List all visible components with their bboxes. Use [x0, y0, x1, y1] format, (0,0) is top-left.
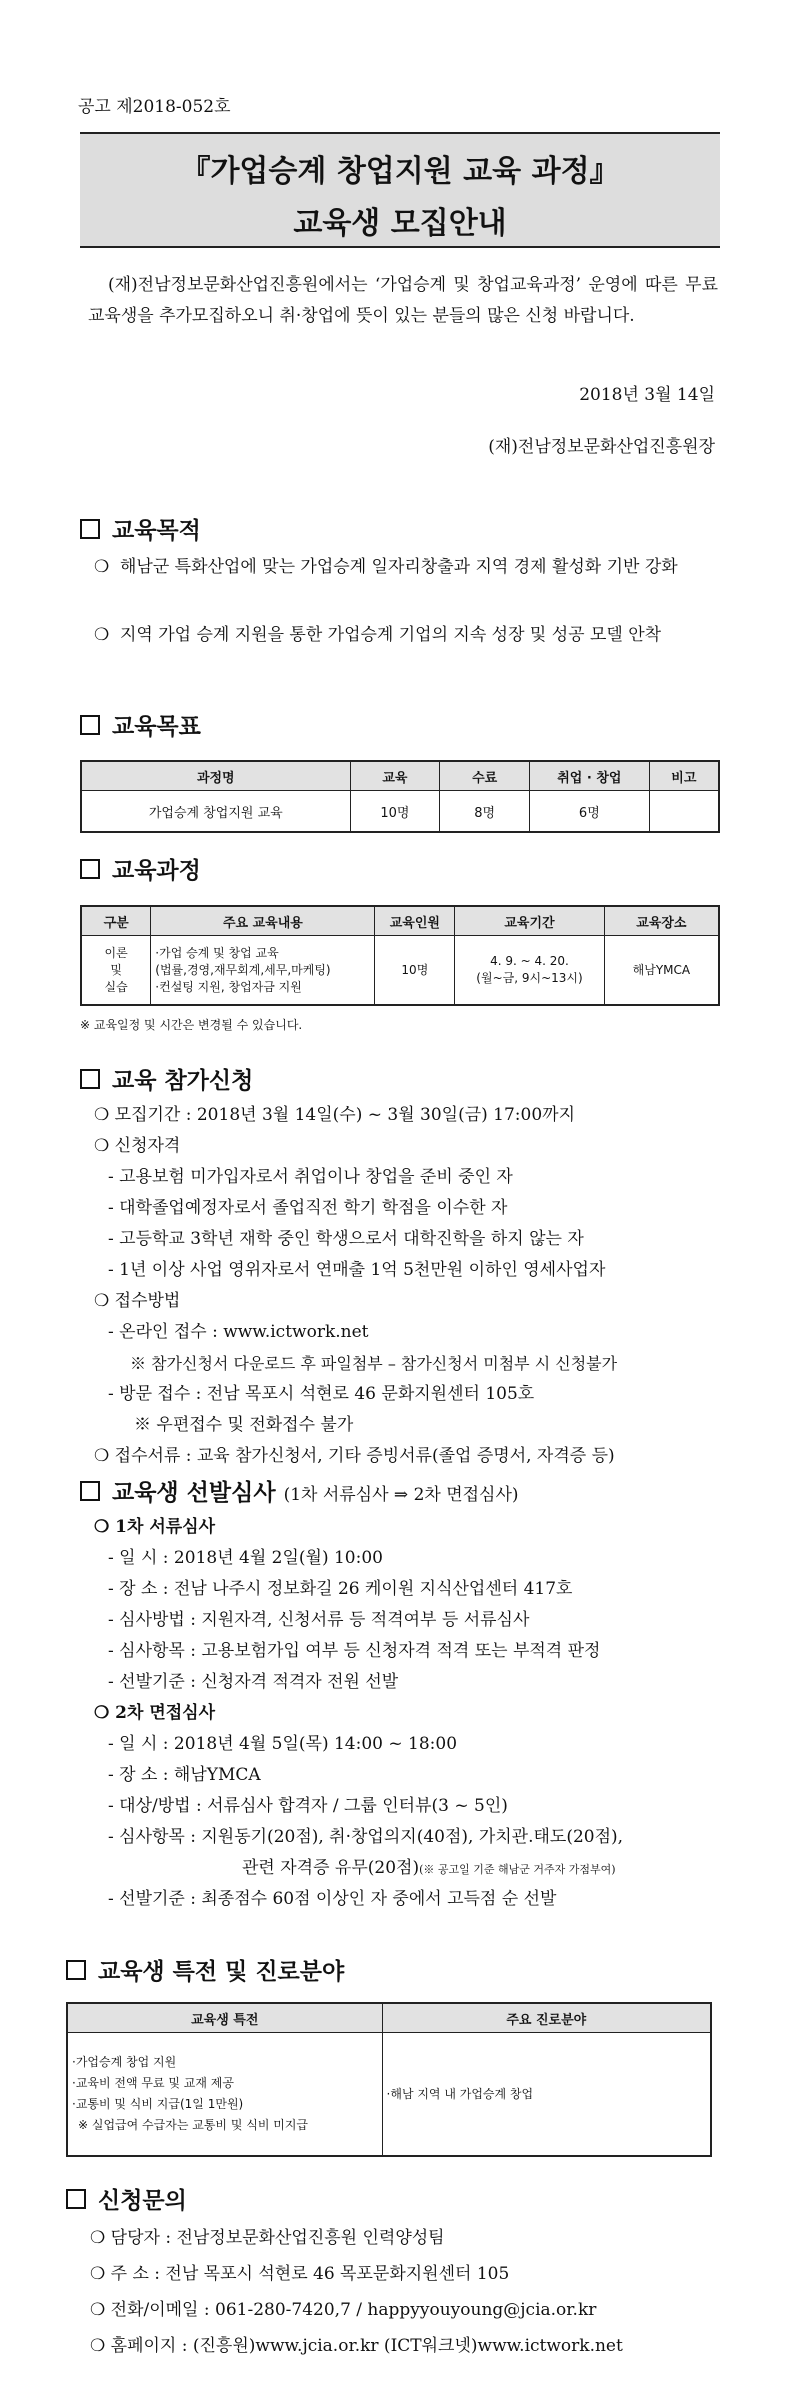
table-cell-category: 이론 및 실습: [81, 936, 151, 1006]
list-item: ❍ 접수서류 : 교육 참가신청서, 기타 증빙서류(졸업 증명서, 자격증 등): [94, 1446, 615, 1466]
list-item: - 선발기준 : 최종점수 60점 이상인 자 중에서 고득점 순 선발: [108, 1889, 557, 1909]
goal-table: [80, 760, 720, 833]
section-heading-apply: 교육 참가신청: [80, 1062, 253, 1095]
purpose-item: ❍ 해남군 특화산업에 맞는 가업승계 일자리창출과 지역 경제 활성화 기반 강화: [94, 552, 722, 582]
list-item: - 고용보험 미가입자로서 취업이나 창업을 준비 중인 자: [108, 1167, 513, 1187]
checkbox-square-icon: [80, 715, 100, 735]
table-header: 교육: [350, 761, 440, 791]
table-cell: [649, 791, 719, 833]
issuing-org: (재)전남정보문화산업진흥원장: [488, 437, 715, 457]
table-header: 교육기간: [455, 906, 605, 936]
table-header: 주요 교육내용: [151, 906, 375, 936]
checkbox-square-icon: [80, 859, 100, 879]
title-line-1: 『가업승계 창업지원 교육 과정』: [180, 154, 620, 189]
checkbox-square-icon: [66, 2189, 86, 2209]
section-heading-course: 교육과정: [80, 852, 201, 885]
purpose-item: ❍ 지역 가업 승계 지원을 통한 가업승계 기업의 지속 성장 및 성공 모델 안착: [94, 620, 722, 650]
table-cell: 10명: [350, 791, 440, 833]
residence-bonus-note: (※ 공고일 기준 해남군 거주자 가점부여): [419, 1863, 616, 1876]
checkbox-square-icon: [66, 1960, 86, 1980]
course-note: ※ 교육일정 및 시간은 변경될 수 있습니다.: [80, 1018, 303, 1032]
table-header: 교육생 특전: [67, 2003, 382, 2033]
table-header: 교육장소: [604, 906, 719, 936]
intro-paragraph: (재)전남정보문화산업진흥원에서는 ‘가업승계 및 창업교육과정’ 운영에 따른 무료 교육생을 추가모집하오니 취·창업에 뜻이 있는 분들의 많은 신청 바랍니다.: [88, 275, 718, 326]
list-item: - 방문 접수 : 전남 목포시 석현로 46 문화지원센터 105호: [108, 1384, 535, 1404]
list-item: - 심사항목 : 고용보험가입 여부 등 신청자격 적격 또는 부적격 판정: [108, 1641, 601, 1661]
list-item: ❍ 접수방법: [94, 1291, 181, 1311]
list-item: ※ 참가신청서 다운로드 후 파일첨부 – 참가신청서 미첨부 시 신청불가: [130, 1354, 618, 1373]
list-item: ❍ 1차 서류심사: [94, 1517, 216, 1537]
table-header: 교육인원: [375, 906, 455, 936]
contact-homepage-link[interactable]: ❍ 홈페이지 : (진흥원)www.jcia.or.kr (ICT워크넷)www.ictwork.net: [90, 2336, 623, 2356]
section-heading-goal: 교육목표: [80, 708, 201, 741]
apply-list: [94, 1100, 617, 1472]
list-item: - 온라인 접수 : www.ictwork.net: [108, 1322, 369, 1342]
selection-list: [94, 1512, 623, 1915]
table-cell-people: 10명: [375, 936, 455, 1006]
table-header: 취업 · 창업: [530, 761, 650, 791]
list-item: - 1년 이상 사업 영위자로서 연매출 1억 5천만원 이하인 영세사업자: [108, 1260, 606, 1280]
section-heading-benefits: 교육생 특전 및 진로분야: [66, 1953, 344, 1986]
table-cell: 가업승계 창업지원 교육: [81, 791, 350, 833]
list-item: - 심사방법 : 지원자격, 신청서류 등 적격여부 등 서류심사: [108, 1610, 530, 1630]
table-cell: 8명: [440, 791, 530, 833]
list-item: - 일 시 : 2018년 4월 5일(목) 14:00 ~ 18:00: [108, 1734, 458, 1754]
table-cell-benefits: ·가업승계 창업 지원 ·교육비 전액 무료 및 교재 제공 ·교통비 및 식비 지급(1일 1만원) ※ 실업급여 수급자는 교통비 및 식비 미지급: [67, 2033, 382, 2157]
table-header: 비고: [649, 761, 719, 791]
section-heading-purpose: 교육목적: [80, 512, 201, 545]
list-item: - 선발기준 : 신청자격 적격자 전원 선발: [108, 1672, 399, 1692]
list-item: - 심사항목 : 지원동기(20점), 취·창업의지(40점), 가치관.태도(20점),: [108, 1827, 624, 1847]
table-header: 구분: [81, 906, 151, 936]
table-row: [81, 936, 719, 1006]
table-cell-period: 4. 9. ~ 4. 20. (월~금, 9시~13시): [455, 936, 605, 1006]
list-item: ❍ 모집기간 : 2018년 3월 14일(수) ~ 3월 30일(금) 17:00까지: [94, 1105, 576, 1125]
list-item: ❍ 담당자 : 전남정보문화산업진흥원 인력양성팀: [90, 2228, 445, 2248]
checkbox-square-icon: [80, 1069, 100, 1089]
table-header-row: [81, 906, 719, 936]
circle-bullet-icon: ❍: [94, 557, 110, 577]
table-cell-content: ·가업 승계 및 창업 교육 (법률,경영,재무회계,세무,마케팅) ·컨설팅 지원, 창업자금 지원: [151, 936, 375, 1006]
list-item: - 장 소 : 해남YMCA: [108, 1765, 261, 1785]
list-item: - 일 시 : 2018년 4월 2일(월) 10:00: [108, 1548, 383, 1568]
list-item: - 대학졸업예정자로서 졸업직전 학기 학점을 이수한 자: [108, 1198, 508, 1218]
table-row: [67, 2033, 711, 2157]
benefits-table: [66, 2002, 712, 2157]
list-item: ❍ 신청자격: [94, 1136, 181, 1156]
section-heading-selection: 교육생 선발심사 (1차 서류심사 ⇒ 2차 면접심사): [80, 1474, 519, 1507]
table-header: 주요 진로분야: [382, 2003, 711, 2033]
table-header-row: [81, 761, 719, 791]
table-header-row: [67, 2003, 711, 2033]
list-item: - 대상/방법 : 서류심사 합격자 / 그룹 인터뷰(3 ~ 5인): [108, 1796, 508, 1816]
table-header: 과정명: [81, 761, 350, 791]
list-item: - 장 소 : 전남 나주시 정보화길 26 케이원 지식산업센터 417호: [108, 1579, 573, 1599]
section-subheading: (1차 서류심사 ⇒ 2차 면접심사): [283, 1485, 519, 1505]
title-line-2: 교육생 모집안내: [293, 206, 507, 241]
table-cell: 6명: [530, 791, 650, 833]
list-item: - 고등학교 3학년 재학 중인 학생으로서 대학진학을 하지 않는 자: [108, 1229, 584, 1249]
title-box: [80, 132, 720, 248]
list-item: ❍ 2차 면접심사: [94, 1703, 216, 1723]
table-header: 수료: [440, 761, 530, 791]
notice-date: 2018년 3월 14일: [579, 385, 715, 405]
list-item: 관련 자격증 유무(20점)(※ 공고일 기준 해남군 거주자 가점부여): [242, 1858, 616, 1878]
contact-list: [90, 2220, 623, 2364]
contact-email-link[interactable]: ❍ 전화/이메일 : 061-280-7420,7 / happyyouyoung@jcia.or.kr: [90, 2300, 597, 2320]
checkbox-square-icon: [80, 1481, 100, 1501]
checkbox-square-icon: [80, 519, 100, 539]
list-item: ※ 우편접수 및 전화접수 불가: [134, 1415, 354, 1435]
table-cell-career: ·해남 지역 내 가업승계 창업: [382, 2033, 711, 2157]
table-cell-place: 해남YMCA: [604, 936, 719, 1006]
notice-number: 공고 제2018-052호: [78, 97, 231, 117]
section-heading-contact: 신청문의: [66, 2182, 187, 2215]
list-item: ❍ 주 소 : 전남 목포시 석현로 46 목포문화지원센터 105: [90, 2264, 510, 2284]
table-row: [81, 791, 719, 833]
circle-bullet-icon: ❍: [94, 625, 110, 645]
course-table: [80, 905, 720, 1006]
